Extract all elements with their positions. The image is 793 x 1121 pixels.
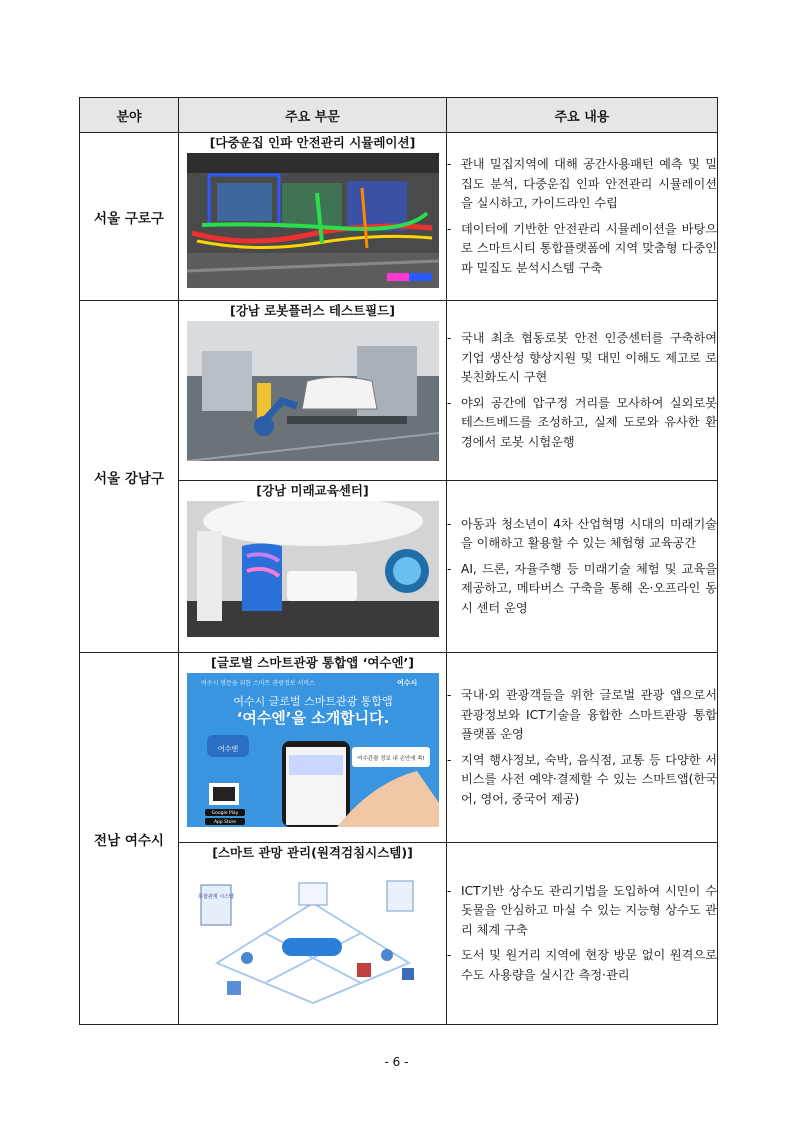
app-name-text: 여수엔 bbox=[217, 745, 238, 753]
content-cell bbox=[447, 301, 718, 481]
bullet-dash: - bbox=[447, 752, 452, 767]
list-item bbox=[447, 882, 717, 941]
bullet-text: 지역 행사정보, 숙박, 음식점, 교통 등 다양한 서비스를 사전 예약·결제할 수 있는 스마트앱(한국어, 영어, 중국어 제공) bbox=[461, 752, 717, 806]
list-item bbox=[447, 751, 717, 810]
section-cell bbox=[179, 133, 447, 301]
diagram-box-label: 통합관제 시스템 bbox=[197, 894, 234, 900]
bullet-dash: - bbox=[447, 221, 452, 236]
region-cell: 전남 여수시 bbox=[80, 653, 179, 1025]
bullet-text: 데이터에 기반한 안전관리 시뮬레이션을 바탕으로 스마트시티 통합플랫폼에 지역 맞춤형 다중인파 밀집도 분석시스템 구축 bbox=[461, 221, 717, 275]
section-title: [다중운집 인파 안전관리 시뮬레이션] bbox=[209, 135, 416, 150]
section-title: [스마트 관망 관리(원격검침시스템)] bbox=[212, 845, 413, 860]
list-item bbox=[447, 394, 717, 453]
yeosu-app-image bbox=[187, 673, 439, 827]
page-number: - 6 - bbox=[384, 1055, 409, 1069]
table-row bbox=[80, 653, 718, 843]
bullet-text: ICT기반 상수도 관리기법을 도입하여 시민이 수돗물을 안심하고 마실 수 있는 지능형 상수도 관리 체계 구축 bbox=[461, 883, 717, 937]
list-item bbox=[447, 329, 717, 388]
bullet-text: 관내 밀집지역에 대해 공간사용패턴 예측 및 밀집도 분석, 다중운집 인파 안전관리 시뮬레이션을 실시하고, 가이드라인 수립 bbox=[461, 157, 717, 210]
list-item bbox=[447, 946, 717, 985]
bullet-dash: - bbox=[447, 331, 452, 345]
robot-testfield-image bbox=[187, 321, 439, 461]
bullet-text: 야외 공간에 압구정 거리를 모사하여 실외로봇 테스트베드를 조성하고, 실제 도로와 유사한 환경에서 로봇 시험운행 bbox=[461, 395, 717, 449]
section-cell bbox=[179, 843, 447, 1025]
bullet-dash: - bbox=[447, 883, 452, 898]
section-title: [글로벌 스마트관광 통합앱 ‘여수엔’] bbox=[210, 655, 415, 670]
bullet-dash: - bbox=[447, 516, 452, 531]
content-cell bbox=[447, 133, 718, 301]
section-cell bbox=[179, 301, 447, 481]
table-row bbox=[80, 301, 718, 481]
bullet-text: AI, 드론, 자율주행 등 미래기술 체험 및 교육을 제공하고, 메타버스 구축을 통해 온·오프라인 동시 센터 운영 bbox=[461, 561, 717, 615]
content-cell bbox=[447, 481, 718, 653]
app-small-text: 여수시 방문을 위한 스마트 관광정보 서비스 bbox=[200, 680, 315, 687]
app-logo-text: 여수시 bbox=[396, 679, 417, 687]
bullet-dash: - bbox=[447, 395, 452, 410]
list-item bbox=[447, 220, 717, 279]
section-cell bbox=[179, 481, 447, 653]
water-network-diagram-image bbox=[187, 863, 439, 1009]
google-play-badge: Google Play bbox=[211, 811, 238, 816]
app-store-badge: App Store bbox=[213, 820, 236, 825]
bullet-dash: - bbox=[447, 561, 452, 576]
list-item bbox=[447, 155, 717, 214]
bullet-text: 도서 및 원거리 지역에 현장 방문 없이 원격으로 수도 사용량을 실시간 측정·관리 bbox=[461, 948, 717, 982]
table-header-row bbox=[80, 98, 718, 133]
education-center-image bbox=[187, 501, 439, 637]
section-title: [강남 미래교육센터] bbox=[256, 483, 369, 498]
bullet-dash: - bbox=[447, 688, 452, 702]
app-headline-1: 여수시 글로벌 스마트관광 통합앱 bbox=[232, 695, 393, 708]
crowd-simulation-image bbox=[187, 153, 439, 288]
bullet-dash: - bbox=[447, 157, 452, 171]
section-title: [강남 로봇플러스 테스트필드] bbox=[229, 303, 396, 318]
bullet-text: 아동과 청소년이 4차 산업혁명 시대의 미래기술을 이해하고 활용할 수 있는 체험형 교육공간 bbox=[461, 516, 717, 551]
main-table bbox=[79, 97, 718, 1025]
region-cell: 서울 강남구 bbox=[80, 301, 179, 653]
region-cell: 서울 구로구 bbox=[80, 133, 179, 301]
list-item bbox=[447, 515, 717, 554]
header-content: 주요 내용 bbox=[447, 98, 718, 133]
app-headline-2: ‘여수엔’을 소개합니다. bbox=[236, 709, 389, 727]
content-cell bbox=[447, 653, 718, 843]
header-field: 분야 bbox=[80, 98, 179, 133]
bullet-text: 국내 최초 협동로봇 안전 인증센터를 구축하여 기업 생산성 향상지원 및 대민 이해도 제고로 로봇친화도시 구현 bbox=[461, 331, 717, 384]
app-banner-text: 여수관광 정보 내 손안에 쏙! bbox=[356, 756, 425, 762]
bullet-dash: - bbox=[447, 948, 452, 963]
section-cell bbox=[179, 653, 447, 843]
list-item bbox=[447, 560, 717, 619]
header-section: 주요 부문 bbox=[179, 98, 447, 133]
list-item bbox=[447, 686, 717, 745]
bullet-text: 국내·외 관광객들을 위한 글로벌 관광 앱으로서 관광정보와 ICT기술을 융합한 스마트관광 통합플랫폼 운영 bbox=[461, 688, 717, 741]
content-cell bbox=[447, 843, 718, 1025]
table-row bbox=[80, 133, 718, 301]
